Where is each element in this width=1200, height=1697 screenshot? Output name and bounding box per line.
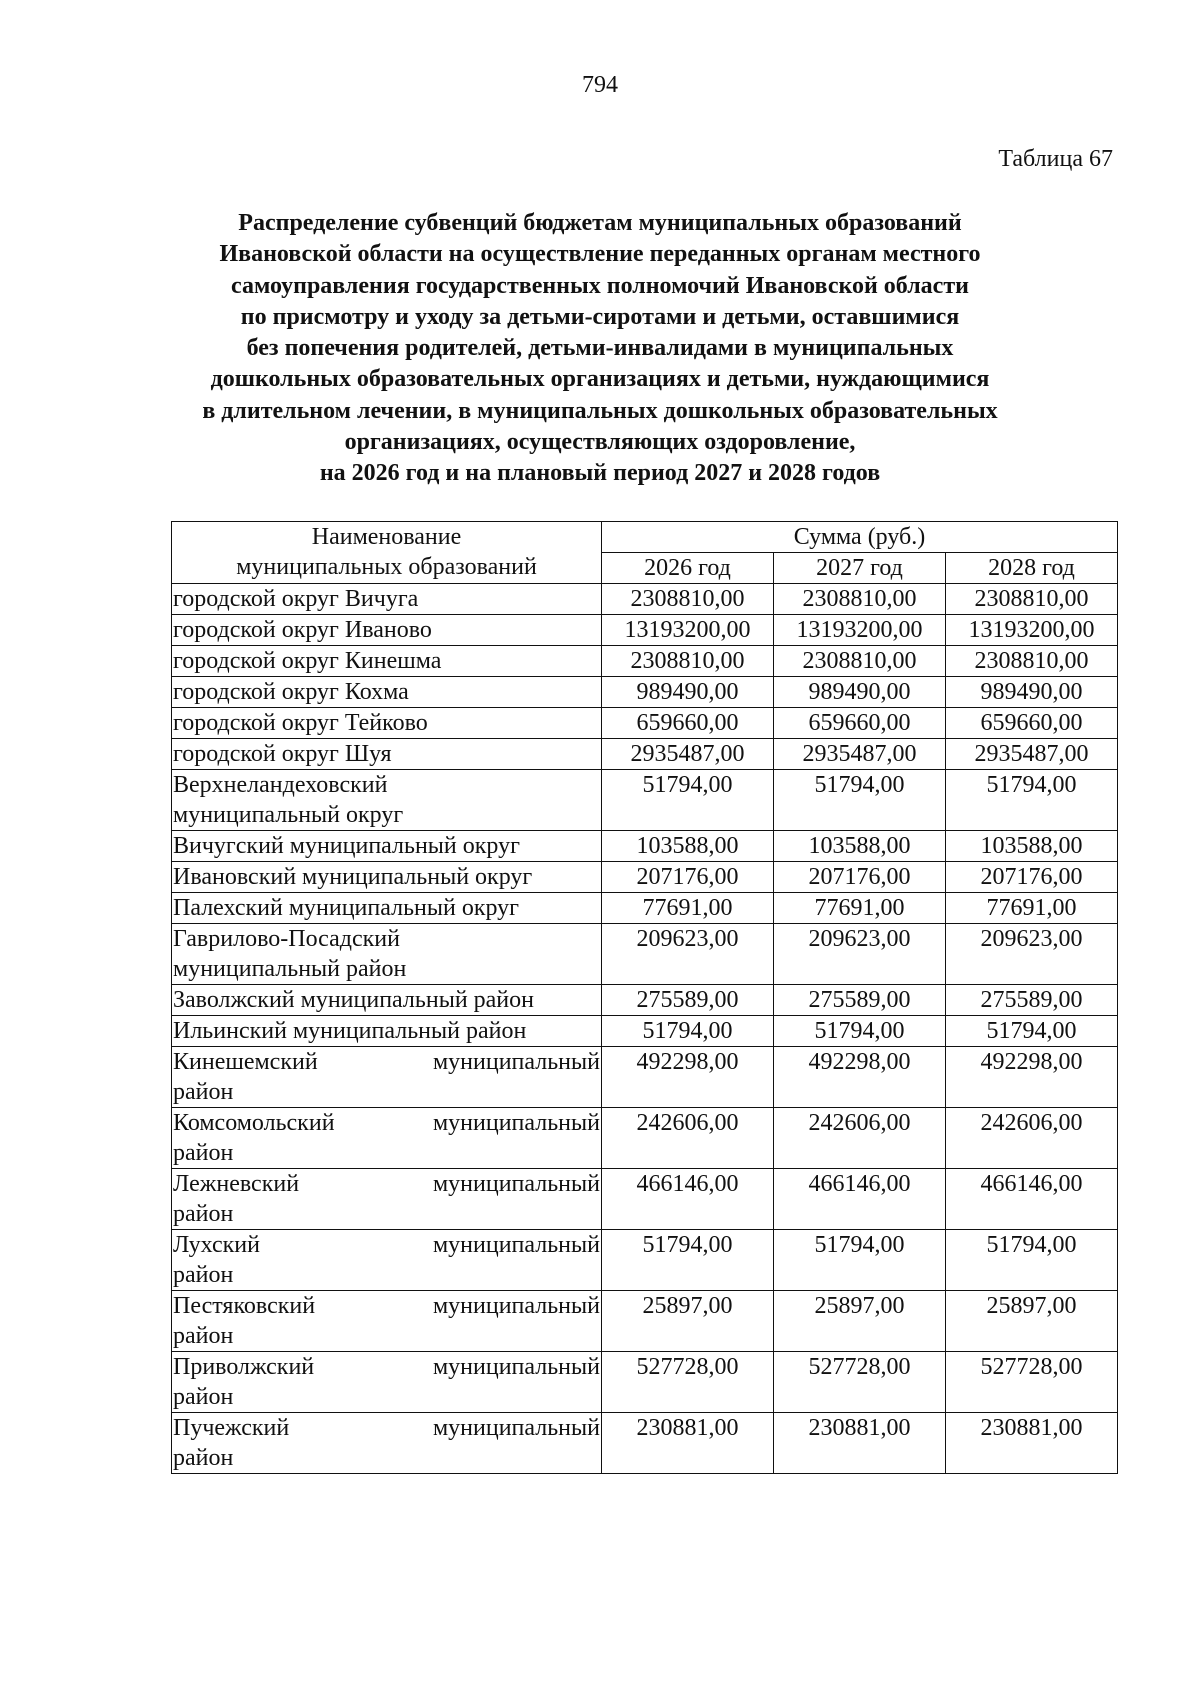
municipality-name-cell: [172, 1016, 602, 1047]
amount-cell-2026: 2308810,00: [602, 646, 774, 677]
municipality-name-line2: район: [173, 1384, 234, 1410]
table-row: [172, 739, 1118, 770]
amount-cell-2028: 2308810,00: [946, 584, 1118, 615]
table-row: [172, 677, 1118, 708]
amount-cell-2026: 275589,00: [602, 985, 774, 1016]
amount-cell-2026: 2935487,00: [602, 739, 774, 770]
title-line: Ивановской области на осуществление переданных органам местного: [219, 241, 981, 268]
table-row: [172, 1047, 1118, 1108]
municipality-name-part: Лухский: [173, 1232, 260, 1258]
amount-cell-2028: 13193200,00: [946, 615, 1118, 646]
amount-cell-2028: 527728,00: [946, 1352, 1118, 1413]
amount-cell-2028: 209623,00: [946, 924, 1118, 985]
amount-cell-2026: 51794,00: [602, 1230, 774, 1291]
amount-cell-2028: 659660,00: [946, 708, 1118, 739]
amount-cell-2028: 275589,00: [946, 985, 1118, 1016]
amount-cell-2026: 466146,00: [602, 1169, 774, 1230]
municipality-name-line1: городской округ Тейково: [173, 710, 428, 736]
amount-cell-2027: 989490,00: [774, 677, 946, 708]
amount-cell-2027: 466146,00: [774, 1169, 946, 1230]
amount-cell-2026: 51794,00: [602, 1016, 774, 1047]
amount-cell-2028: 207176,00: [946, 862, 1118, 893]
municipality-name-line2: район: [173, 1201, 234, 1227]
municipality-name-line1: Верхнеландеховский: [173, 772, 388, 798]
municipality-name-cell: [172, 739, 602, 770]
amount-cell-2026: 207176,00: [602, 862, 774, 893]
column-header-name: [172, 522, 602, 584]
municipality-name-line2: район: [173, 1079, 234, 1105]
municipality-name-cell: [172, 1047, 602, 1108]
amount-cell-2027: 51794,00: [774, 1230, 946, 1291]
amount-cell-2027: 527728,00: [774, 1352, 946, 1413]
table-row: [172, 1016, 1118, 1047]
amount-cell-2028: 51794,00: [946, 1230, 1118, 1291]
document-title: [150, 208, 1050, 490]
column-header-year-2026: 2026 год: [602, 553, 774, 584]
municipality-name-line1: городской округ Иваново: [173, 617, 432, 643]
municipality-name-line1: [173, 1169, 600, 1199]
amount-cell-2027: 242606,00: [774, 1108, 946, 1169]
amount-cell-2028: 2308810,00: [946, 646, 1118, 677]
amount-cell-2027: 25897,00: [774, 1291, 946, 1352]
municipality-name-cell: [172, 1169, 602, 1230]
amount-cell-2028: 51794,00: [946, 770, 1118, 831]
municipality-name-line1: городской округ Вичуга: [173, 586, 419, 612]
amount-cell-2027: 209623,00: [774, 924, 946, 985]
municipality-name-line2: район: [173, 1323, 234, 1349]
table-row: [172, 831, 1118, 862]
municipality-name-line1: Вичугский муниципальный округ: [173, 833, 520, 859]
amount-cell-2027: 230881,00: [774, 1413, 946, 1474]
municipality-name-part: Пестяковский: [173, 1293, 316, 1319]
municipality-type-part: муниципальный: [432, 1110, 600, 1136]
amount-cell-2028: 51794,00: [946, 1016, 1118, 1047]
amount-cell-2028: 242606,00: [946, 1108, 1118, 1169]
municipality-name-part: Кинешемский: [173, 1049, 318, 1075]
table-row: [172, 985, 1118, 1016]
amount-cell-2026: 527728,00: [602, 1352, 774, 1413]
municipality-name-cell: [172, 924, 602, 985]
amount-cell-2027: 659660,00: [774, 708, 946, 739]
amount-cell-2028: 989490,00: [946, 677, 1118, 708]
municipality-name-line1: городской округ Кинешма: [173, 648, 442, 674]
title-line: самоуправления государственных полномочий Ивановской области: [231, 272, 969, 299]
title-line: Распределение субвенций бюджетам муниципальных образований: [238, 210, 962, 236]
title-line: по присмотру и уходу за детьми-сиротами и детьми, оставшимися: [240, 303, 960, 330]
column-header-year-2028: 2028 год: [946, 553, 1118, 584]
column-header-name-line1: Наименование: [311, 524, 462, 550]
municipality-name-part: Приволжский: [173, 1354, 315, 1380]
municipality-name-line1: [173, 1291, 600, 1321]
table-row: [172, 615, 1118, 646]
municipality-name-line1: Гаврилово-Посадский: [173, 926, 400, 952]
amount-cell-2028: 466146,00: [946, 1169, 1118, 1230]
amount-cell-2028: 77691,00: [946, 893, 1118, 924]
amount-cell-2028: 25897,00: [946, 1291, 1118, 1352]
table-body: [172, 584, 1118, 1474]
municipality-name-line1: [173, 1352, 600, 1382]
municipality-name-line2: район: [173, 1140, 234, 1166]
table-row: [172, 584, 1118, 615]
subvention-table: [171, 521, 1118, 1474]
municipality-name-line1: городской округ Шуя: [173, 741, 392, 767]
amount-cell-2026: 242606,00: [602, 1108, 774, 1169]
amount-cell-2026: 103588,00: [602, 831, 774, 862]
amount-cell-2026: 77691,00: [602, 893, 774, 924]
table-label: Таблица 67: [998, 146, 1113, 172]
municipality-name-cell: [172, 770, 602, 831]
municipality-type-part: муниципальный: [432, 1171, 600, 1197]
amount-cell-2027: 2308810,00: [774, 646, 946, 677]
amount-cell-2027: 77691,00: [774, 893, 946, 924]
municipality-name-part: Комсомольский: [173, 1110, 335, 1136]
municipality-type-part: муниципальный: [432, 1354, 600, 1380]
amount-cell-2027: 2935487,00: [774, 739, 946, 770]
amount-cell-2028: 492298,00: [946, 1047, 1118, 1108]
amount-cell-2026: 25897,00: [602, 1291, 774, 1352]
title-line: дошкольных образовательных организациях и детьми, нуждающимися: [210, 366, 990, 393]
table-row: [172, 770, 1118, 831]
municipality-type-part: муниципальный: [432, 1415, 600, 1441]
table-row: [172, 924, 1118, 985]
amount-cell-2027: 51794,00: [774, 1016, 946, 1047]
title-line: в длительном лечении, в муниципальных дошкольных образовательных: [202, 397, 998, 424]
amount-cell-2027: 492298,00: [774, 1047, 946, 1108]
amount-cell-2027: 103588,00: [774, 831, 946, 862]
amount-cell-2027: 275589,00: [774, 985, 946, 1016]
municipality-name-cell: [172, 1413, 602, 1474]
column-header-name-line2: муниципальных образований: [236, 554, 537, 580]
municipality-name-line1: Заволжский муниципальный район: [173, 987, 534, 1013]
amount-cell-2026: 989490,00: [602, 677, 774, 708]
page-number: 794: [582, 72, 618, 98]
amount-cell-2026: 659660,00: [602, 708, 774, 739]
municipality-name-cell: [172, 1230, 602, 1291]
municipality-name-line1: Палехский муниципальный округ: [173, 895, 520, 921]
municipality-name-cell: [172, 862, 602, 893]
table-row: [172, 1169, 1118, 1230]
municipality-name-cell: [172, 831, 602, 862]
municipality-name-cell: [172, 893, 602, 924]
municipality-name-line2: муниципальный район: [173, 956, 407, 982]
table-row: [172, 708, 1118, 739]
amount-cell-2027: 51794,00: [774, 770, 946, 831]
amount-cell-2026: 230881,00: [602, 1413, 774, 1474]
amount-cell-2028: 230881,00: [946, 1413, 1118, 1474]
municipality-name-line2: район: [173, 1262, 234, 1288]
municipality-name-cell: [172, 646, 602, 677]
municipality-name-part: Пучежский: [173, 1415, 290, 1441]
municipality-name-cell: [172, 584, 602, 615]
amount-cell-2026: 51794,00: [602, 770, 774, 831]
municipality-name-line1: городской округ Кохма: [173, 679, 409, 705]
municipality-name-cell: [172, 1108, 602, 1169]
table-row: [172, 862, 1118, 893]
municipality-name-line2: муниципальный округ: [173, 802, 404, 828]
table-row: [172, 1230, 1118, 1291]
municipality-name-line1: [173, 1108, 600, 1138]
municipality-name-line2: район: [173, 1445, 234, 1471]
municipality-name-cell: [172, 677, 602, 708]
municipality-name-cell: [172, 1291, 602, 1352]
table-row: [172, 646, 1118, 677]
table-row: [172, 1413, 1118, 1474]
municipality-name-cell: [172, 1352, 602, 1413]
amount-cell-2028: 2935487,00: [946, 739, 1118, 770]
amount-cell-2027: 2308810,00: [774, 584, 946, 615]
municipality-type-part: муниципальный: [432, 1049, 600, 1075]
amount-cell-2026: 13193200,00: [602, 615, 774, 646]
municipality-type-part: муниципальный: [432, 1293, 600, 1319]
table-row: [172, 1352, 1118, 1413]
title-line: на 2026 год и на плановый период 2027 и 2028 годов: [319, 460, 881, 487]
amount-cell-2026: 2308810,00: [602, 584, 774, 615]
amount-cell-2028: 103588,00: [946, 831, 1118, 862]
column-header-sum: Сумма (руб.): [602, 522, 1118, 553]
table-row: [172, 1291, 1118, 1352]
municipality-type-part: муниципальный: [432, 1232, 600, 1258]
municipality-name-line1: Ивановский муниципальный округ: [173, 864, 533, 890]
municipality-name-line1: [173, 1230, 600, 1260]
column-header-year-2027: 2027 год: [774, 553, 946, 584]
municipality-name-line1: [173, 1047, 600, 1077]
municipality-name-line1: Ильинский муниципальный район: [173, 1018, 527, 1044]
table-row: [172, 1108, 1118, 1169]
amount-cell-2026: 492298,00: [602, 1047, 774, 1108]
municipality-name-cell: [172, 708, 602, 739]
municipality-name-cell: [172, 985, 602, 1016]
municipality-name-line1: [173, 1413, 600, 1443]
municipality-name-cell: [172, 615, 602, 646]
title-line: без попечения родителей, детьми-инвалидами в муниципальных: [246, 335, 954, 362]
amount-cell-2027: 13193200,00: [774, 615, 946, 646]
amount-cell-2027: 207176,00: [774, 862, 946, 893]
amount-cell-2026: 209623,00: [602, 924, 774, 985]
table-row: [172, 893, 1118, 924]
title-line: организациях, осуществляющих оздоровление,: [344, 429, 856, 456]
municipality-name-part: Лежневский: [173, 1171, 300, 1197]
